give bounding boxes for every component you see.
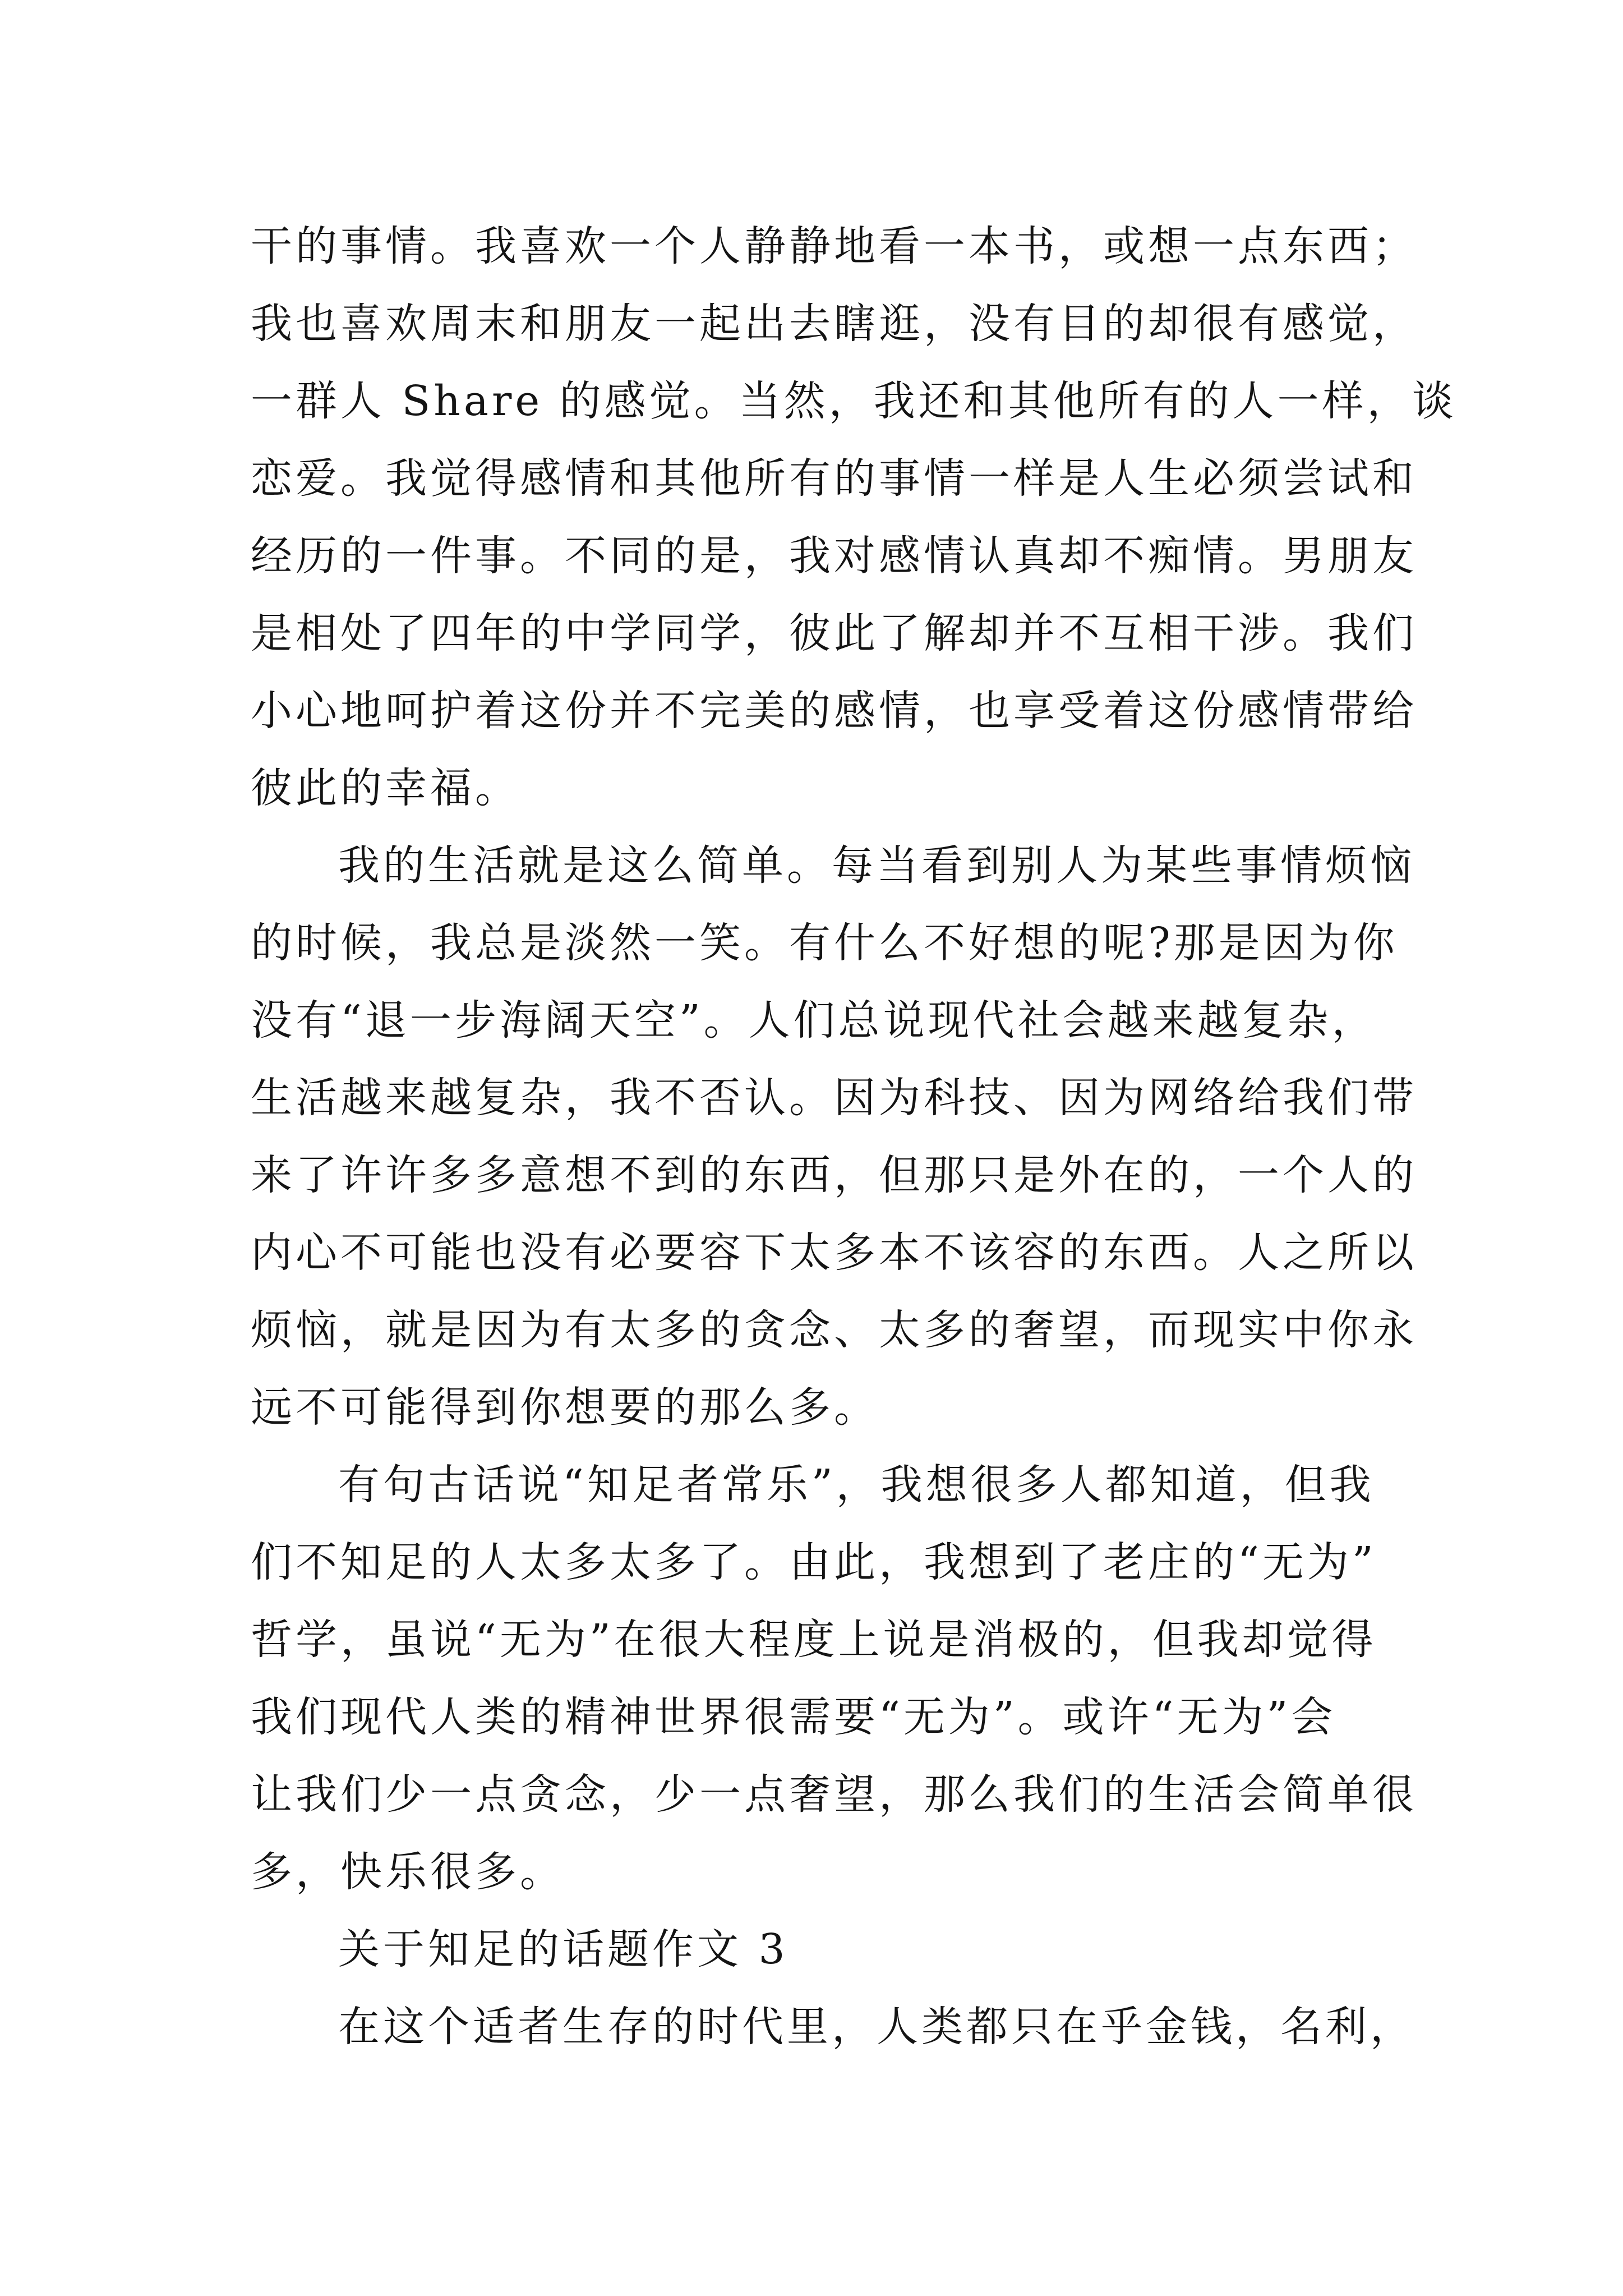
paragraph-start: 在这个适者生存的时代里，人类都只在乎金钱，名利， — [338, 2003, 1415, 2051]
text-line: 彼此的幸福。 — [251, 764, 520, 812]
text-line: 恋爱。我觉得感情和其他所有的事情一样是人生必须尝试和 — [251, 454, 1417, 503]
text-line: 内心不可能也没有必要容下太多本不该容的东西。人之所以 — [251, 1228, 1417, 1277]
text-line: 是相处了四年的中学同学，彼此了解却并不互相干涉。我们 — [251, 609, 1417, 657]
text-line: 生活越来越复杂，我不否认。因为科技、因为网络给我们带 — [251, 1074, 1417, 1122]
text-line: 的时候，我总是淡然一笑。有什么不好想的呢?那是因为你 — [251, 919, 1398, 967]
text-line: 干的事情。我喜欢一个人静静地看一本书，或想一点东西； — [251, 222, 1417, 270]
text-line: 远不可能得到你想要的那么多。 — [251, 1383, 879, 1432]
text-line: 我也喜欢周末和朋友一起出去瞎逛，没有目的却很有感觉， — [251, 300, 1417, 348]
paragraph-start: 我的生活就是这么简单。每当看到别人为某些事情烦恼 — [338, 841, 1415, 890]
text-line: 烦恼，就是因为有太多的贪念、太多的奢望，而现实中你永 — [251, 1306, 1417, 1354]
text-line: 小心地呵护着这份并不完美的感情，也享受着这份感情带给 — [251, 687, 1417, 735]
text-line: 让我们少一点贪念，少一点奢望，那么我们的生活会简单很 — [251, 1770, 1417, 1819]
section-heading: 关于知足的话题作文 3 — [338, 1925, 789, 1973]
text-line: 来了许许多多意想不到的东西，但那只是外在的，一个人的 — [251, 1151, 1417, 1199]
text-line: 们不知足的人太多太多了。由此，我想到了老庄的“无为” — [251, 1538, 1377, 1586]
text-line: 多，快乐很多。 — [251, 1848, 565, 1896]
text-line: 没有“退一步海阔天空”。人们总说现代社会越来越复杂， — [251, 996, 1377, 1045]
paragraph-start: 有句古话说“知足者常乐”，我想很多人都知道，但我 — [338, 1461, 1375, 1509]
text-line: 一群人 Share 的感觉。当然，我还和其他所有的人一样，谈 — [251, 377, 1457, 425]
text-line: 经历的一件事。不同的是，我对感情认真却不痴情。男朋友 — [251, 532, 1417, 580]
text-line: 我们现代人类的精神世界很需要“无为”。或许“无为”会 — [251, 1693, 1336, 1741]
text-line: 哲学，虽说“无为”在很大程度上说是消极的，但我却觉得 — [251, 1616, 1377, 1664]
